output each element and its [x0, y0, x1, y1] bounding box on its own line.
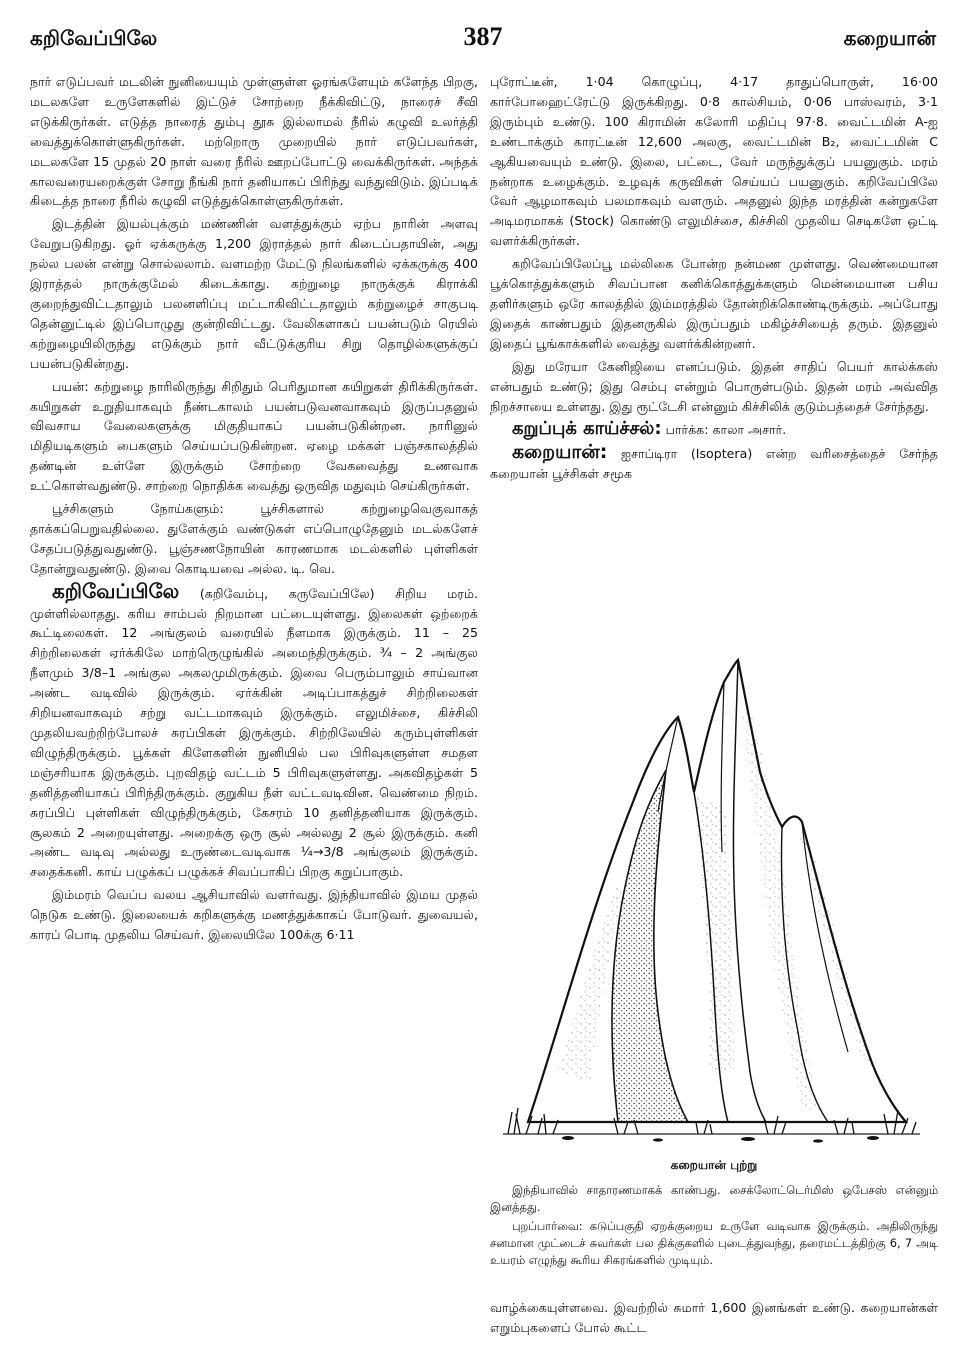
page-number: 387 — [463, 22, 503, 51]
entry-paragraph — [30, 578, 478, 883]
termite-mound-illustration — [498, 652, 926, 1152]
entry-text: ஐசாப்டிரா (Isoptera) என்ற வரிசைத்தைச் சேர்ந்த கறையான் பூச்சிகள் சமூக — [490, 446, 938, 482]
paragraph: கறிவேப்பிலேப்பூ மல்லிகை போன்ற நன்மண முள்ளது. வெண்மையான பூக்கொத்துக்களும் சிவப்பான கனிக்கொத்துக்களும் மென்மையான பசிய தளிர்களும் ஒரே காலத்தில் இம்மரத்தில் தோன்றிக்கொண்டிருக்கும். அப்போது இதைக் காண்பதும் இதனருகில் இருப்பதும் மகிழ்ச்சியைத் தரும். இதனுல் இதைப் பூங்காக்களில் வைத்து வளர்க்கின்றனர். — [490, 256, 938, 351]
entry-paragraph — [490, 443, 938, 484]
paragraph: பயன்: கற்றுழை நாரிலிருந்து சிறிதும் பெரிதுமான கயிறுகள் திரிக்கிருர்கள். கயிறுகள் உறுதியாகவும் நீண்டகாலம் பயன்படுவனவாகவும் இருப்பதனுல் விவசாய வேலைகளுக்கு மிகுதியாகப் பயன்படுகின்றன. நாரினுல் மிதியடிகளும் பைகளும் செய்யப்படுகின்றன. ஏழை மக்கள் பஞ்சகாலத்தில் தண்டின் உள்ளே இருக்கும் சோற்றை வேகவைத்து உணவாக உட்கொள்வதுண்டு. சாற்றை நொதிக்க வைத்து ஒருவித மதுவும் செய்கிருர்கள். — [30, 378, 478, 494]
entry-title: கறிவேப்பிலே — [52, 578, 180, 603]
header-right-title: கறையான் — [843, 26, 936, 50]
figure-note: இந்தியாவில் சாதாரணமாகக் காண்பது. சைக்லோட்டெர்மிஸ் ஒபேசஸ் என்னும் இனத்தது. — [490, 1183, 938, 1214]
paragraph: புரோட்டீன், 1·04 கொழுப்பு, 4·17 தாதுப்பொருள், 16·00 கார்போஹைட்ரேட்டு இருக்கிறது. 0·8 கால்சியம், 0·06 பாஸ்வரம், 3·1 இரும்பும் உண்டு. 100 கிராமின் கலோரி மதிப்பு 97·8. வைட்டமின் A-ஐ உண்டாக்கும் காரட்டீன் 12,600 அலகு, வைட்டமின் B₂, வைட்டமின் C ஆகியவையும் உண்டு. இலை, பட்டை, வேர் மருந்துக்குப் பயனுகும். மரம் நன்றாக உழைக்கும். உழவுக் கருவிகள் செய்யப் பயனுகும். கறிவேப்பிலே வேர் ஆழமாகவும் பலமாகவும் வளரும். அதனுல் இந்த மரத்தின் கன்றுகளே அடிமரமாகக் (Stock) கொண்டு எலுமிச்சை, கிச்சிலி முதலிய செடிகளே ஒட்டி வளர்க்கிருர்கள். — [490, 74, 938, 249]
figure-caption: கறையான் புற்று — [670, 1158, 758, 1172]
paragraph: வாழ்க்கையுள்ளவை. இவற்றில் சுமார் 1,600 இனங்கள் உண்டு. கறையான்கள் எறும்புகளைப் போல் கூட்ட — [490, 1300, 938, 1335]
right-column-continuation — [490, 1298, 938, 1338]
page-header — [30, 22, 936, 66]
right-column — [490, 72, 938, 487]
paragraph: இடத்தின் இயல்புக்கும் மண்ணின் வளத்துக்கும் ஏற்ப நாரின் அளவு வேறுபடுகிறது. ஓர் ஏக்கருக்கு 1,200 இராத்தல் நார் கிடைப்பதாயின், அது நல்ல பலன் என்று சொல்லலாம். வளமற்ற மேட்டு நிலங்களில் ஏக்கருக்கு 400 இராத்தல் நாருக்குமேல் கிடைக்காது. கற்றுழை நாருக்குக் கிராக்கி குறைந்துவிட்டதாலும் பலனளிப்பு மட்டாகிவிட்டதாலும் கற்றுழைச் சாகுபடி தென்னுட்டில் இப்பொழுது குன்றிவிட்டது. வேலிகளாகப் பயன்படும் ரெயில் கற்றுழையிலிருந்து எடுக்கும் நார் வீட்டுக்குரிய சிறு தொழில்களுக்குப் பயன்படுகின்றது. — [30, 216, 478, 371]
paragraph: இது மரேயா கேனிஜியை எனப்படும். இதன் சாதிப் பெயர் கால்க்கஸ் என்பதும் உண்டு; இது செம்பு என்றும் பொருள்படும். இதன் மரம் அவ்வித நிறச்சாயை உள்ளது. இது ரூட்டேசி என்னும் கிச்சிலிக் குடும்பத்தைச் சேர்ந்தது. — [490, 358, 938, 414]
figure-note: புறப்பார்வை: கடுப்பகுதி ஏறக்குறைய உருளே வடிவாக இருக்கும். அதிலிருந்து சனமான முட்டைச் சுவர்கள் பல திக்குகளில் புடைத்துவந்து, தரைமட்டத்திற்கு 6, 7 அடி உயரம் எழுந்து கூரிய சிகரங்களில் முடியும். — [490, 1219, 938, 1267]
entry-alt-names: (கறிவேம்பு, கருவேப்பிலே) — [199, 585, 375, 601]
entry-body: சிறிய மரம். முள்ளில்லாதது. கரிய சாம்பல் நிறமான பட்டையுள்ளது. இலைகள் ஒற்றைக் கூட்டிலைகள். 12 அங்குலம் வரையில் நீளமாக இருக்கும். 11 – 25 சிற்றிலைகள் ஏர்க்கிலே மாற்ருெழுங்கில் அமைந்திருக்கும். ¾ – 2 அங்குல நீளமும் 3/8–1 அங்குல அகலமுமிருக்கும். இவை பெரும்பாலும் சாய்வான அண்ட வடிவில் இருக்கும். ஏர்க்கின் அடிப்பாகத்துச் சிற்றிலைகள் சிறியனவாகவும் சற்று வட்டமாகவும் இருக்கும். எலுமிச்சை, கிச்சிலி முதலியவற்றிற்போலச் சுரப்பிகள் இருக்கும். சிற்றிலேயில் கரும்புள்ளிகள் விழுந்திருக்கும். பூக்கள் கிளேகளின் நுனியில் பல பிரிவுகளுள்ள சமதள மஞ்சரியாக இருக்கும். புறவிதழ் வட்டம் 5 பிரிவுகளுள்ளது. அகவிதழ்கள் 5 தனித்தனியாகப் பிரிந்திருக்கும். குறுகிய நீள் வட்டவடிவின. வெண்மை நிறம். சுரப்பிப் புள்ளிகள் விழுந்திருக்கும், கேசரம் 10 தனித்தனியாக இருக்கும். சூலகம் 2 அறையுள்ளது. அறைக்கு ஒரு சூல் அல்லது 2 சூல் இருக்கும். கனி அண்ட வடிவு அல்லது உருண்டைவடிவாக ¼→3/8 அங்குலம் இருக்கும். சதைக்கனி. காய் பழுக்கப் பழுக்கச் சிவப்பாகிப் பிறகு கறுப்பாகும். — [30, 585, 478, 880]
header-left-title: கறிவேப்பிலே — [30, 26, 158, 50]
paragraph: இம்மரம் வெப்ப வலய ஆசியாவில் வளர்வது. இந்தியாவில் இமய முதல் நெடுக உண்டு. இலையைக் கறிகளுக்கு மணத்துக்காகப் போடுவர். துவையல், காரப் பொடி முதலிய செய்வர். இலையிலே 100க்கு 6·11 — [30, 887, 478, 943]
xref-text: பார்க்க: காலா அசார். — [665, 422, 787, 438]
entry-title: கறையான்: — [512, 441, 608, 464]
left-column — [30, 72, 478, 948]
paragraph: நார் எடுப்பவர் மடலின் நுனியையும் முள்ளுள்ள ஓரங்களேயும் களேந்த பிறகு, மடலகளே உருளேகளில் இட்டுச் சோற்றை நீக்கிவிட்டு, நாரைச் சீவி எடுக்கிருர்கள். எடுத்த நாரைத் தும்பு தூசு இல்லாமல் நீரில் கழுவி உலர்த்தி வைத்துக்கொள்ளுகிருர்கள். மற்றொரு முறையில் நார் எடுப்பவர்கள், மடலகளே 15 முதல் 20 நாள் வரை நீரில் ஊறப்போட்டு வைக்கிருர்கள். அந்தக் காலவரையறைக்குள் சோறு நீங்கி நார் தனியாகப் பிரிந்து வந்துவிடும். இப்படிக் கிடைத்த நாரை நீரில் கழுவி எடுத்துக்கொள்ளுகிருர்கள். — [30, 74, 478, 209]
xref-title: கறுப்புக் காய்ச்சல்: — [512, 418, 662, 440]
figure-notes — [490, 1182, 938, 1271]
xref-entry — [490, 419, 938, 440]
paragraph: பூச்சிகளும் நோய்களும்: பூச்சிகளால் கற்றுழைவெகுவாகத் தாக்கப்பெறுவதில்லை. துளேக்கும் வண்டுகள் எப்பொழுதேனும் மடல்களேச் சேதப்படுத்துவதுண்டு. பூஞ்சணநோயின் காரணமாக மடல்களில் புள்ளிகள் தோன்றுவதுண்டு. இவை கொடியவை அல்ல. டி. வெ. — [30, 501, 478, 576]
